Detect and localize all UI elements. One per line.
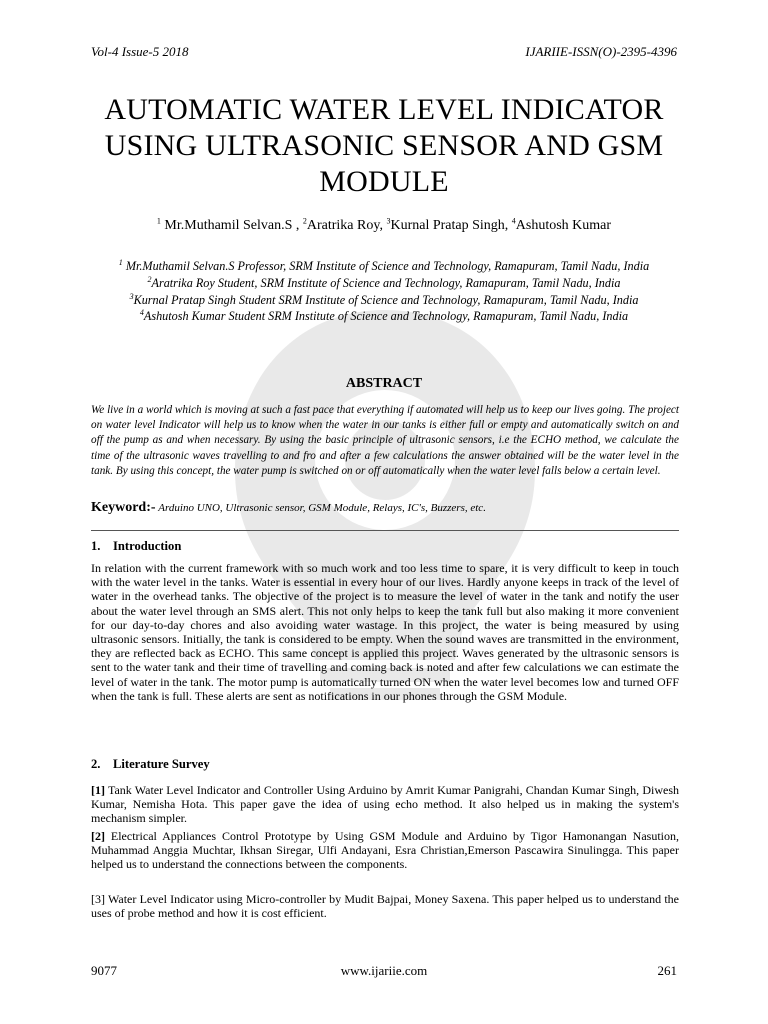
author-name: Aratrika Roy, bbox=[306, 218, 383, 233]
affiliation-text: Ashutosh Kumar Student SRM Institute of Science and Technology, Ramapuram, Tamil Nadu, India bbox=[143, 309, 629, 324]
footer-website: www.ijariie.com bbox=[340, 963, 428, 978]
reference-text: Water Level Indicator using Micro-controller by Mudit Bajpai, Money Saxena. This paper helped us to understand the uses of probe method and how it is cost efficient. bbox=[91, 892, 679, 921]
section-heading-literature-survey bbox=[91, 757, 210, 772]
affiliation-text: Mr.Muthamil Selvan.S Professor, SRM Institute of Science and Technology, Ramapuram, Tamil Nadu, India bbox=[125, 259, 650, 273]
reference-entry bbox=[91, 783, 679, 826]
author-sup: 3 bbox=[386, 216, 391, 226]
section-number: 1. bbox=[91, 539, 101, 553]
keywords-label: Keyword:- bbox=[91, 500, 156, 515]
reference-number: [1] bbox=[91, 783, 105, 797]
author-list bbox=[60, 218, 708, 234]
author-sup: 4 bbox=[511, 216, 516, 226]
section-number: 2. bbox=[91, 757, 101, 771]
introduction-body: In relation with the current framework with so much work and too less time to spare, it is very difficult to keep in touch with the water level in the tanks. Water is essential in every hour of our lives. Hardly anyone keeps in track of the level of water in the overhead tanks. The objective of the project is to measure the level of water in the tank and notify the user about the water level through an SMS alert. This not only helps to keep the tank full but also making it more convenient for our day-to-day chores and also avoiding water wastage. In this project, the water is being measured by using ultrasonic sensors. Initially, the tank is considered to be empty. When the sound waves are transmitted in the environment, they are reflected back as ECHO. This same concept is applied this project. Waves generated by the ultrasonic sensors is sent to the water tank and their time of travelling and coming back is noted and after few calculations we can estimate the level of water in the tank. The motor pump is automatically turned ON when the water level becomes low and turned OFF when the tank is full. These alerts are sent as notifications in our phones through the GSM Module. bbox=[91, 561, 679, 703]
reference-entry bbox=[91, 829, 679, 872]
affiliation-text: Kurnal Pratap Singh Student SRM Institute of Science and Technology, Ramapuram, Tamil Nadu, India bbox=[133, 292, 639, 307]
affiliation-sup: 1 bbox=[118, 257, 123, 267]
section-title: Literature Survey bbox=[113, 757, 210, 771]
keywords-text: Arduino UNO, Ultrasonic sensor, GSM Module, Relays, IC's, Buzzers, etc. bbox=[158, 502, 486, 514]
footer-page-number: 261 bbox=[657, 963, 677, 978]
abstract-body: We live in a world which is moving at such a fast pace that everything if automated will help us to keep our lives going. The project on water level Indicator will help us to know when the water in our tanks is either full or empty and automatically switch on and off the pump as and when necessary. By using the basic principle of ultrasonic sensors, i.e the ECHO method, we calculate the time of the ultrasonic waves travelling to and fro and after a few calculations the answer obtained will be the water level in the tank. By using this concept, the water pump is switched on or off automatically when the water level falls below a certain level. bbox=[91, 404, 679, 477]
reference-number: [2] bbox=[91, 829, 105, 843]
paper-title bbox=[60, 92, 708, 200]
section-heading-introduction bbox=[91, 539, 181, 554]
journal-issn: IJARIIE-ISSN(O)-2395-4396 bbox=[525, 44, 677, 59]
affiliation-line bbox=[95, 292, 673, 309]
author-name: Mr.Muthamil Selvan.S , bbox=[164, 218, 300, 233]
affiliation-sup: 4 bbox=[139, 308, 144, 318]
footer-paper-id: 9077 bbox=[91, 963, 117, 978]
reference-text: Electrical Appliances Control Prototype by Using GSM Module and Arduino by Tigor Hamonangan Nasution, Muhammad Anggia Muchtar, Ikhsan Siregar, Ulfi Andayani, Esra Christian,Emerson Pascawira Sinulingga. This paper helped us to understand the connections between the components. bbox=[91, 829, 679, 872]
section-divider bbox=[91, 530, 679, 531]
keywords bbox=[91, 500, 679, 516]
section-title: Introduction bbox=[113, 539, 182, 553]
reference-entry bbox=[91, 892, 679, 920]
affiliation-line bbox=[95, 258, 673, 275]
author-sup: 2 bbox=[302, 216, 307, 226]
affiliation-text: Aratrika Roy Student, SRM Institute of Science and Technology, Ramapuram, Tamil Nadu, India bbox=[151, 275, 621, 290]
affiliation-line bbox=[95, 275, 673, 292]
affiliation-sup: 2 bbox=[147, 274, 152, 284]
author-name: Kurnal Pratap Singh, bbox=[390, 218, 509, 233]
affiliation-sup: 3 bbox=[129, 291, 134, 301]
abstract-heading: ABSTRACT bbox=[345, 376, 423, 391]
title-line: AUTOMATIC WATER LEVEL INDICATOR bbox=[104, 93, 664, 126]
author-sup: 1 bbox=[156, 216, 161, 226]
affiliations bbox=[95, 258, 673, 325]
reference-text: Tank Water Level Indicator and Controller Using Arduino by Amrit Kumar Panigrahi, Chandan Kumar Singh, Diwesh Kumar, Nemisha Hota. This paper gave the idea of using echo method. It also helped us in making the system's mechanism simpler. bbox=[91, 783, 679, 826]
affiliation-line bbox=[95, 308, 673, 325]
journal-volume: Vol-4 Issue-5 2018 bbox=[91, 44, 189, 59]
title-line: MODULE bbox=[319, 165, 449, 198]
author-name: Ashutosh Kumar bbox=[515, 218, 612, 233]
title-line: USING ULTRASONIC SENSOR AND GSM bbox=[104, 129, 664, 162]
reference-number: [3] bbox=[91, 892, 105, 906]
